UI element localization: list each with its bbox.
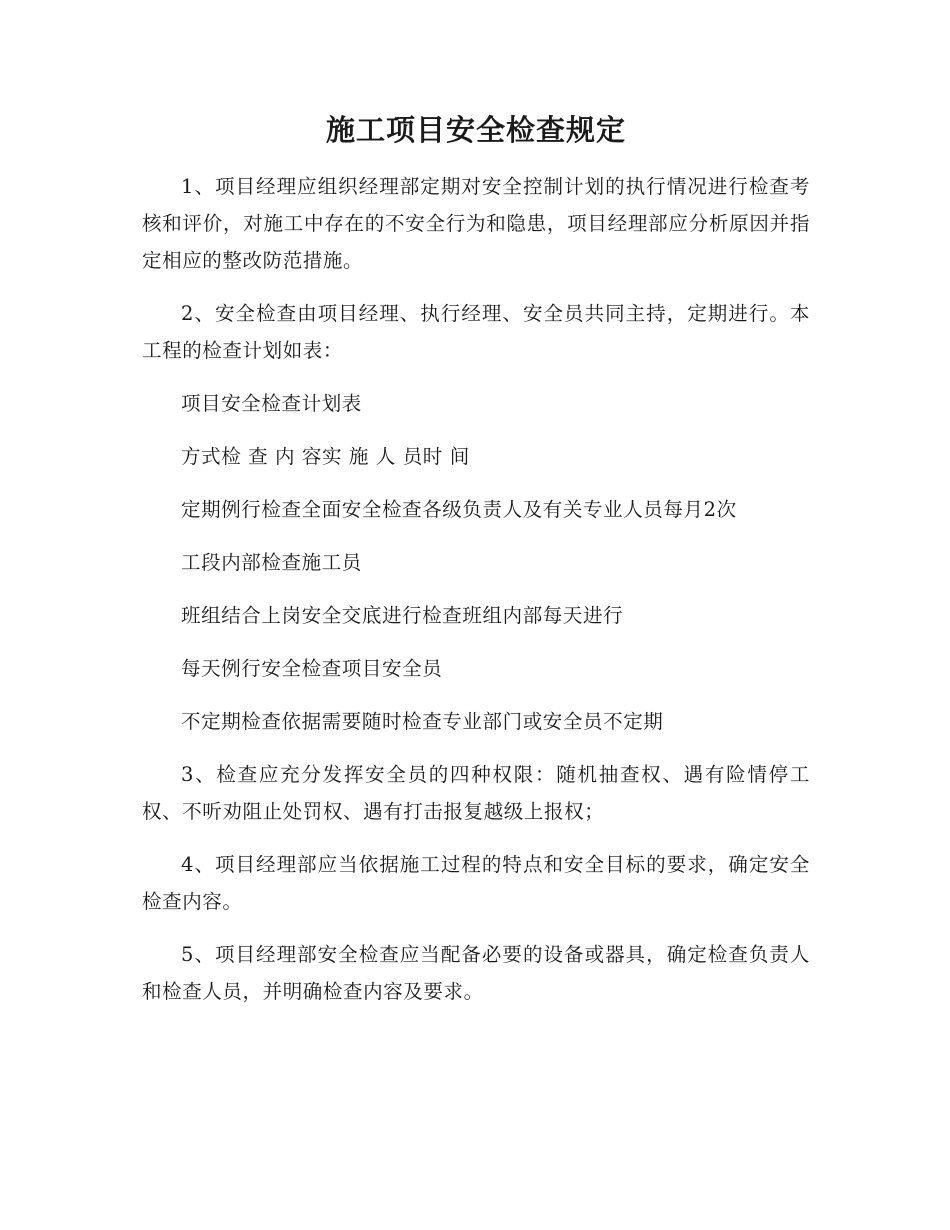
table-row: 定期例行检查全面安全检查各级负责人及有关专业人员每月2次	[181, 498, 737, 521]
document-page	[142, 110, 810, 1026]
table-row: 班组结合上岗安全交底进行检查班组内部每天进行	[181, 604, 624, 627]
table-row: 每天例行安全检查项目安全员	[181, 657, 443, 680]
table-row: 不定期检查依据需要随时检查专业部门或安全员不定期	[181, 710, 664, 733]
paragraph-1: 1、项目经理应组织经理部定期对安全控制计划的执行情况进行检查考核和评价，对施工中存在的不安全行为和隐患，项目经理部应分析原因并指定相应的整改防范措施。	[142, 175, 810, 272]
paragraph-4: 4、项目经理部应当依据施工过程的特点和安全目标的要求，确定安全检查内容。	[142, 853, 810, 913]
document-title: 施工项目安全检查规定	[325, 113, 626, 147]
table-row: 工段内部检查施工员	[181, 551, 362, 574]
table-header-row: 方式检 查 内 容实 施 人 员时 间	[181, 445, 470, 468]
paragraph-5: 5、项目经理部安全检查应当配备必要的设备或器具，确定检查负责人和检查人员，并明确检查内容及要求。	[142, 943, 810, 1003]
paragraph-2: 2、安全检查由项目经理、执行经理、安全员共同主持，定期进行。本工程的检查计划如表：	[142, 302, 810, 362]
table-title: 项目安全检查计划表	[181, 392, 362, 415]
paragraph-3: 3、检查应充分发挥安全员的四种权限：随机抽查权、遇有险情停工权、不听劝阻止处罚权、遇有打击报复越级上报权；	[142, 763, 810, 823]
